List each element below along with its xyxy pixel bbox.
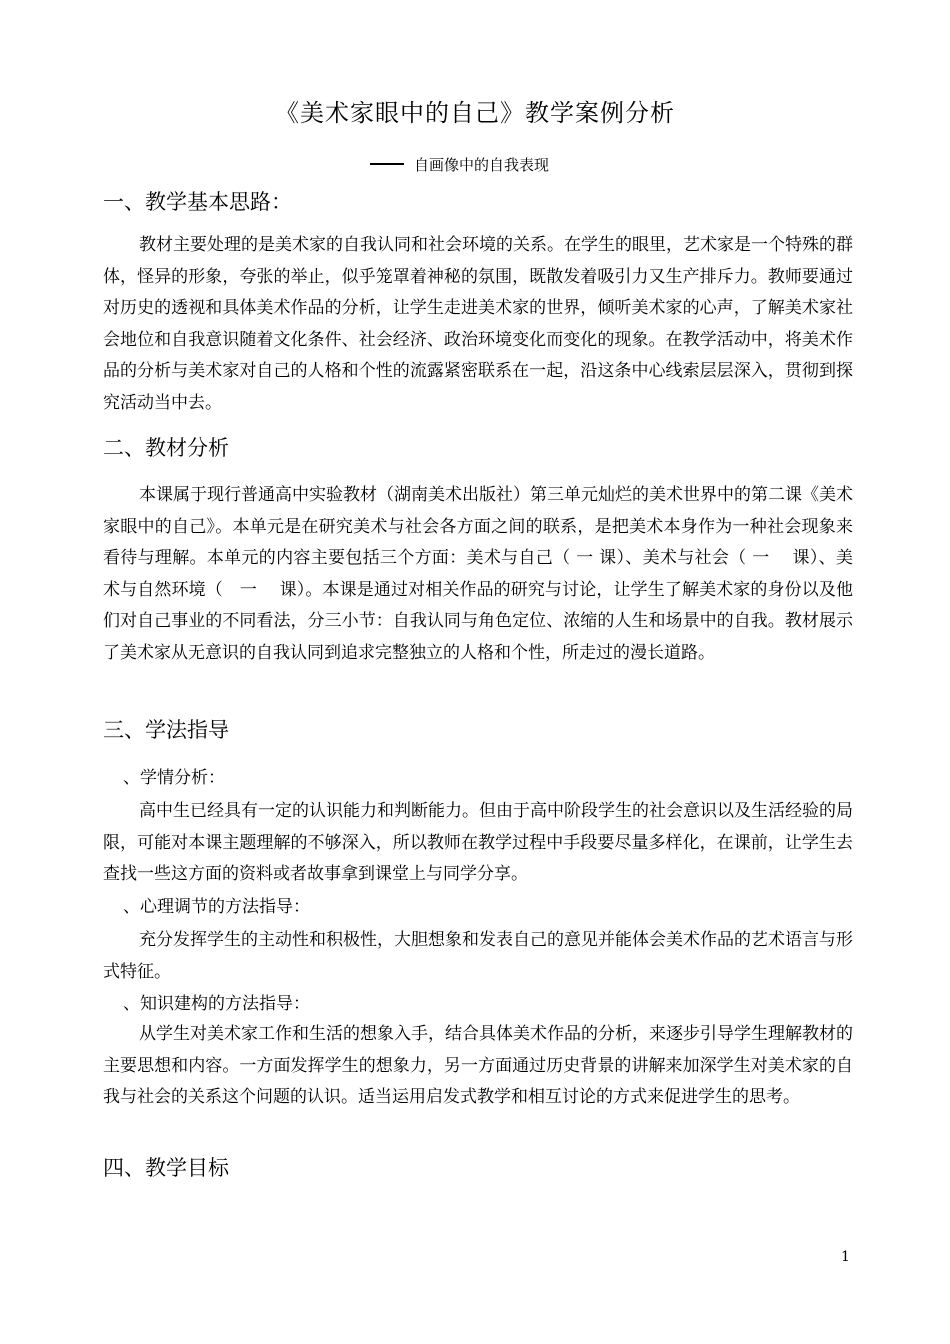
subsection-label-3: 、知识建构的方法指导： bbox=[123, 994, 310, 1014]
section-heading-2: 二、教材分析 bbox=[103, 436, 229, 460]
section-paragraph-1: 教材主要处理的是美术家的自我认同和社会环境的关系。在学生的眼里，艺术家是一个特殊的群体，怪异的形象，夸张的举止，似乎笼罩着神秘的氛围，既散发着吸引力又生产排斥力。教师要通过对历史的透视和具体美术作品的分析，让学生走进美术家的世界，倾听美术家的心声，了解美术家社会地位和自我意识随着文化条件、社会经济、政治环境变化而变化的现象。在教学活动中，将美术作品的分析与美术家对自己的人格和个性的流露紧密联系在一起，沿这条中心线索层层深入，贯彻到探究活动当中去。 bbox=[103, 235, 853, 413]
section-heading-1: 一、教学基本思路： bbox=[103, 190, 292, 214]
subsection-paragraph-1: 高中生已经具有一定的认识能力和判断能力。但由于高中阶段学生的社会意识以及生活经验的局限，可能对本课主题理解的不够深入，所以教师在教学过程中手段要尽量多样化，在课前，让学生去查找一些这方面的资料或者故事拿到课堂上与同学分享。 bbox=[103, 801, 853, 884]
page-number: 1 bbox=[841, 1249, 850, 1265]
subsection-label-2: 、心理调节的方法指导： bbox=[123, 897, 310, 917]
subsection-paragraph-3: 从学生对美术家工作和生活的想象入手，结合具体美术作品的分析，来逐步引导学生理解教材的主要思想和内容。一方面发挥学生的想象力，另一方面通过历史背景的讲解来加深学生对美术家的自我与社会的关系这个问题的认识。适当运用启发式教学和相互讨论的方式来促进学生的思考。 bbox=[103, 1024, 853, 1107]
subtitle-text: 自画像中的自我表现 bbox=[414, 156, 550, 174]
subtitle-dash bbox=[370, 163, 404, 165]
section-heading-4: 四、教学目标 bbox=[103, 1156, 229, 1180]
document-title: 《美术家眼中的自己》教学案例分析 bbox=[275, 99, 675, 127]
document-subtitle bbox=[370, 154, 549, 176]
section-heading-3: 三、学法指导 bbox=[103, 718, 229, 742]
section-paragraph-2: 本课属于现行普通高中实验教材（湖南美术出版社）第三单元灿烂的美术世界中的第二课《美术家眼中的自己》。本单元是在研究美术与社会各方面之间的联系，是把美术本身作为一种社会现象来看待与理解。本单元的内容主要包括三个方面：美术与自己（ 一 课）、美术与社会（ 一 课）、美术与自然环境（ 一 课）。本课是通过对相关作品的研究与讨论，让学生了解美术家的身份以及他们对自己事业的不同看法，分三小节：自我认同与角色定位、浓缩的人生和场景中的自我。教材展示了美术家从无意识的自我认同到追求完整独立的人格和个性，所走过的漫长道路。 bbox=[103, 485, 853, 663]
subsection-paragraph-2: 充分发挥学生的主动性和积极性，大胆想象和发表自己的意见并能体会美术作品的艺术语言与形式特征。 bbox=[103, 930, 853, 982]
subsection-label-1: 、学情分析： bbox=[123, 768, 225, 788]
